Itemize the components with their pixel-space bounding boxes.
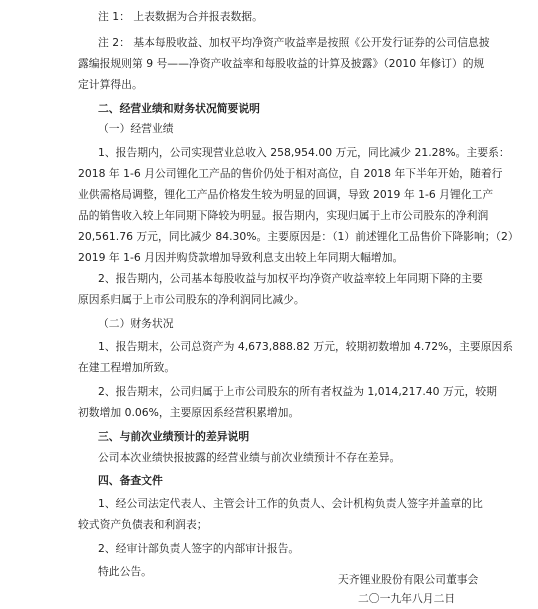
note-2-line-2: 露编报规则第 9 号——净资产收益率和每股收益的计算及披露》（2010 年修订）的规	[78, 57, 485, 70]
section-3-heading: 三、与前次业绩预计的差异说明	[98, 430, 250, 443]
closing-remark: 特此公告。	[98, 565, 152, 578]
operating-p1-line-4: 品的销售收入较上年同期下降较为明显。报告期内，实现归属于上市公司股东的净利润	[78, 209, 489, 222]
operating-p1-line-3: 业供需格局调整，锂化工产品价格发生较为明显的回调，导致 2019 年 1-6 月锂化工产	[78, 188, 494, 201]
attachment-2: 2、经审计部负责人签字的内部审计报告。	[98, 542, 300, 555]
financial-p1-line-1: 1、报告期末，公司总资产为 4,673,888.82 万元，较期初数增加 4.72%，主要原因系	[98, 340, 514, 353]
subsection-operating-results: （一）经营业绩	[98, 122, 174, 135]
operating-p2-line-1: 2、报告期内，公司基本每股收益与加权平均净资产收益率较上年同期下降的主要	[98, 272, 483, 285]
operating-p1-line-2: 2018 年 1-6 月公司锂化工产品的售价仍处于相对高位，自 2018 年下半年开始，随着行	[78, 167, 503, 180]
signature-date: 二〇一九年八月二日	[358, 592, 456, 605]
section-3-paragraph: 公司本次业绩快报披露的经营业绩与前次业绩预计不存在差异。	[98, 451, 401, 464]
financial-p2-line-2: 初数增加 0.06%，主要原因系经营积累增加。	[78, 406, 300, 419]
section-2-heading: 二、经营业绩和财务状况简要说明	[98, 102, 260, 115]
operating-p1-line-5: 20,561.76 万元，同比减少 84.30%。主要原因是：（1）前述锂化工品售价下降影响；（2）	[78, 230, 519, 243]
attachment-1-line-1: 1、经公司法定代表人、主管会计工作的负责人、会计机构负责人签字并盖章的比	[98, 497, 483, 510]
attachment-1-line-2: 较式资产负债表和利润表；	[78, 518, 208, 531]
note-1: 注 1： 上表数据为合并报表数据。	[98, 10, 263, 23]
note-2-line-3: 定计算得出。	[78, 78, 143, 91]
operating-p2-line-2: 原因系归属于上市公司股东的净利润同比减少。	[78, 293, 305, 306]
financial-p1-line-2: 在建工程增加所致。	[78, 361, 176, 374]
operating-p1-line-1: 1、报告期内，公司实现营业总收入 258,954.00 万元，同比减少 21.28%。主要系：	[98, 146, 510, 159]
section-4-heading: 四、备查文件	[98, 474, 163, 487]
subsection-financial-position: （二）财务状况	[98, 317, 174, 330]
note-2-line-1: 注 2： 基本每股收益、加权平均净资产收益率是按照《公开发行证券的公司信息披	[98, 36, 490, 49]
financial-p2-line-1: 2、报告期末，公司归属于上市公司股东的所有者权益为 1,014,217.40 万元，较期	[98, 385, 497, 398]
operating-p1-line-6: 2019 年 1-6 月因并购贷款增加导致利息支出较上年同期大幅增加。	[78, 251, 404, 264]
signature-company: 天齐锂业股份有限公司董事会	[338, 573, 479, 586]
